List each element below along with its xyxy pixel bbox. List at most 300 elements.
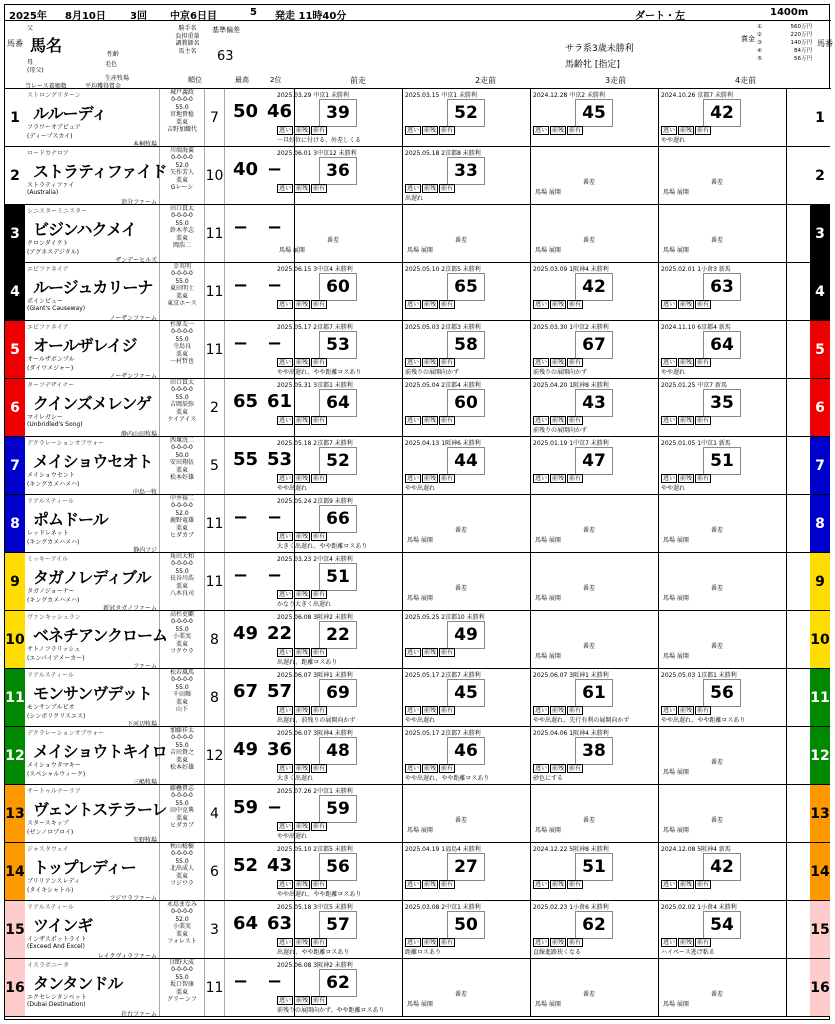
race-note: やや遅れ (661, 369, 686, 376)
race-title: 2025.03.09 1阪神4 未勝利 (533, 266, 609, 273)
race-index: 42 (703, 99, 741, 127)
race-tag: 前残 (296, 823, 309, 830)
empty-label: 番差 (455, 237, 468, 244)
horse-name: タンタンドル (33, 974, 123, 993)
race-tags (661, 473, 712, 482)
race-tag: 前残 (296, 359, 309, 366)
race-tag: 逃い (279, 997, 292, 1004)
race-tags (661, 879, 712, 888)
race-tag: 前残 (424, 765, 437, 772)
horse-row (25, 727, 810, 785)
empty-label: 馬場 展開 (535, 595, 561, 602)
race-index: 62 (319, 969, 357, 997)
race-tag: 前残 (552, 707, 565, 714)
race-cell-2 (403, 147, 531, 204)
empty-label: 番差 (711, 179, 724, 186)
prev3-label: 3走前 (605, 76, 627, 85)
race-note: 直線進路狭くなる (533, 949, 582, 956)
race-cell-2 (403, 669, 531, 726)
second-index: − (267, 507, 283, 528)
horse-row (25, 611, 810, 669)
damsire-name: (ゼンノロブロイ) (27, 829, 74, 836)
race-tag: 前残 (296, 127, 309, 134)
race-tag: 逃い (407, 301, 420, 308)
dam-name: サトノフラリッシュ (27, 646, 81, 653)
jockey-name: 杉原友一 (169, 321, 194, 328)
race-tag: 逃い (535, 939, 548, 946)
jockey-block (160, 901, 205, 958)
race-note: 大きく出遅れ、やや距離ロスあり (277, 543, 368, 550)
race-note: 砂色にする (533, 775, 564, 782)
trainer-label: 調教師名 (175, 40, 200, 47)
owner-name: 八木良司 (169, 590, 194, 598)
race-tag: 前残 (424, 127, 437, 134)
horse-info (25, 901, 160, 958)
prize-label: 賞金 (741, 35, 755, 43)
horse-name: ストラティファイド (33, 162, 167, 181)
race-tag: 前残 (680, 301, 693, 308)
race-tag: 逃い (663, 707, 676, 714)
second-index: − (267, 217, 283, 238)
horse-name: オールザレイジ (33, 336, 137, 355)
race-cell-1 (275, 727, 403, 784)
jockey-block (160, 147, 205, 204)
race-tag: 前有 (569, 765, 582, 772)
race-sheet (4, 4, 833, 1020)
column-header (5, 21, 831, 89)
record: 0-0-0-0 (171, 154, 193, 162)
race-index: 36 (319, 157, 357, 185)
second-index: 36 (267, 739, 293, 760)
race-tags (277, 183, 328, 192)
umaban-right: 11 (810, 669, 830, 727)
stable: 栗東 (175, 292, 188, 300)
empty-label: 番差 (711, 759, 724, 766)
horse-row (25, 89, 810, 147)
race-tag: 前有 (697, 939, 710, 946)
owner-name: ヒダカブ (169, 822, 194, 830)
horse-row (25, 901, 810, 959)
race-number: 5 (250, 7, 257, 18)
race-index: 56 (703, 679, 741, 707)
race-title: 2025.03.15 中京1 未勝利 (405, 92, 477, 99)
horse-row (25, 321, 810, 379)
second-index: − (267, 333, 283, 354)
race-cell-3 (531, 959, 659, 1016)
umaban-label-right: 馬番 (817, 39, 833, 48)
race-cell-2 (403, 205, 531, 262)
race-tag: 前有 (569, 301, 582, 308)
race-tags (533, 473, 584, 482)
race-tags (533, 415, 584, 424)
owner-name: 松本好雄 (169, 474, 194, 482)
race-tag: 前残 (296, 475, 309, 482)
horse-name: タガノレディブル (33, 568, 151, 587)
horse-info (25, 147, 167, 206)
rank-value: 8 (205, 669, 225, 726)
prize-list (757, 23, 812, 63)
best-index: 49 (233, 623, 259, 644)
race-note: 前残りの展開向かず、やや距離ロスあり (277, 1007, 385, 1014)
jockey-name: 幸英明 (172, 263, 191, 270)
weight: 55.0 (175, 393, 189, 401)
race-cell-2 (403, 89, 531, 146)
prize-amount: 560万円 (790, 24, 812, 30)
breeder-name: 静内山田牧場 (120, 431, 157, 438)
dam-name: スタースキップ (27, 820, 69, 827)
record: 0-0-0-0 (171, 792, 193, 800)
race-cell-2 (403, 263, 531, 320)
pace-label: 当レース着順数 (25, 83, 67, 90)
race-cell-3 (531, 669, 659, 726)
sire-name: エピファネイア (27, 324, 69, 331)
damsire-name: (ディープスカイ) (27, 133, 73, 140)
empty-label: 番差 (711, 643, 724, 650)
race-tags (533, 125, 584, 134)
race-tag: 前残 (296, 997, 309, 1004)
empty-label: 馬場 展開 (663, 827, 689, 834)
horse-info (25, 843, 160, 900)
rank-value: 4 (205, 785, 225, 842)
race-cell-1 (275, 669, 403, 726)
horse-info (25, 263, 160, 320)
round: 3回 (130, 11, 147, 22)
race-tag: 前残 (424, 881, 437, 888)
horse-row (25, 553, 810, 611)
race-tags (405, 299, 456, 308)
race-cell-2 (403, 785, 531, 842)
horse-info (25, 205, 160, 262)
trainer-name: 千田輝 (172, 691, 191, 699)
race-tag: 逃い (279, 359, 292, 366)
race-index: 22 (319, 621, 357, 649)
race-cell-1 (275, 379, 403, 436)
race-index: 64 (319, 389, 357, 417)
race-tag: 前有 (441, 417, 454, 424)
race-tags (277, 879, 328, 888)
breeder-name: ノーザンファーム (109, 373, 157, 380)
race-note: 出遅れ、前残りの展開向かず (277, 717, 356, 724)
race-tag: 逃い (407, 127, 420, 134)
prize-item (757, 31, 812, 39)
jockey-block (160, 205, 205, 262)
record: 0-0-0-0 (171, 212, 193, 220)
race-title: 2024.10.26 京都7 未勝利 (661, 92, 733, 99)
race-cell-2 (403, 437, 531, 494)
trainer-name: 鹿野竜雄 (169, 517, 194, 525)
horse-row (25, 785, 810, 843)
breeder-name: ノーザンファーム (109, 315, 157, 322)
second-index: 63 (267, 913, 293, 934)
umaban-left: 1 (5, 89, 25, 147)
race-tag: 前有 (697, 301, 710, 308)
empty-label: 馬場 展開 (535, 189, 561, 196)
race-tag: 前有 (697, 127, 710, 134)
umaban-right: 5 (810, 321, 830, 379)
race-cell-1 (275, 321, 403, 378)
horse-name: トップレディー (33, 858, 136, 877)
race-index: 49 (447, 621, 485, 649)
weight: 55.0 (175, 567, 189, 575)
race-tag: 前有 (441, 127, 454, 134)
race-tag: 逃い (407, 185, 420, 192)
breeder-name: フジワラファーム (109, 895, 157, 902)
race-tag: 前有 (313, 533, 326, 540)
race-index: 59 (319, 795, 357, 823)
umaban-right: 15 (810, 901, 830, 959)
umaban-left: 11 (5, 669, 25, 727)
trainer-name: 長谷川浩 (169, 575, 194, 583)
race-tag: 逃い (407, 881, 420, 888)
race-cell-4 (659, 147, 787, 204)
race-tags (405, 879, 456, 888)
race-cell-2 (403, 959, 531, 1016)
damsire-name: (Exceed And Excel) (27, 943, 85, 950)
weight: 55.0 (175, 219, 189, 227)
race-tag: 前残 (424, 185, 437, 192)
rank-value: 11 (205, 205, 225, 262)
race-tag: 逃い (663, 301, 676, 308)
race-tag: 前残 (424, 939, 437, 946)
umaban-left: 9 (5, 553, 25, 611)
race-tags (533, 879, 584, 888)
race-title: 2025.06.07 3阪神1 未勝利 (277, 672, 353, 679)
race-title: 2025.05.03 2京都3 未勝利 (405, 324, 481, 331)
weight: 52.0 (175, 161, 189, 169)
best-index: − (233, 507, 249, 528)
race-title: 2025.06.07 3阪神1 未勝利 (533, 672, 609, 679)
race-tag: 前残 (424, 417, 437, 424)
race-note: 大きく出遅れ (277, 775, 314, 782)
race-note: 一旦好位に付ける、外差しくる (277, 137, 362, 144)
prize-rank: ③ (757, 40, 762, 46)
race-cell-3 (531, 901, 659, 958)
second-index: − (267, 971, 283, 992)
race-title: 2025.07.26 2中京1 未勝利 (277, 788, 353, 795)
dam-name: マイレガシー (27, 414, 63, 421)
race-index: 38 (575, 737, 613, 765)
race-tag: 前有 (313, 127, 326, 134)
race-tag: 前有 (569, 475, 582, 482)
prize-item (757, 55, 812, 63)
race-tag: 逃い (279, 881, 292, 888)
race-tag: 逃い (663, 881, 676, 888)
race-title: 2025.06.08 3阪神2 未勝利 (277, 962, 353, 969)
race-title: 2025.05.18 3中京5 未勝利 (277, 904, 353, 911)
race-tag: 逃い (407, 359, 420, 366)
year: 2025年 (9, 11, 47, 22)
race-title: 2025.06.15 3中京4 未勝利 (277, 266, 353, 273)
race-tag: 前残 (296, 301, 309, 308)
race-note: やや遅れ (661, 485, 686, 492)
race-index: 47 (575, 447, 613, 475)
race-index: 51 (575, 853, 613, 881)
umaban-right: 6 (810, 379, 830, 437)
stable: 栗東 (175, 756, 188, 764)
best-index: 52 (233, 855, 259, 876)
umaban-left: 5 (5, 321, 25, 379)
race-cell-1 (275, 901, 403, 958)
race-cell-2 (403, 321, 531, 378)
race-cell-3 (531, 205, 659, 262)
race-index: 42 (575, 273, 613, 301)
jockey-block (160, 89, 205, 146)
race-tag: 前有 (313, 417, 326, 424)
empty-label: 馬場 展開 (407, 247, 433, 254)
sire-name: サートゥルナーリア (27, 788, 81, 795)
horse-row (25, 205, 810, 263)
race-tag: 逃い (279, 185, 292, 192)
owner-name: 東京ホース (167, 300, 197, 308)
race-index: 52 (319, 447, 357, 475)
record: 0-0-0-0 (171, 560, 193, 568)
umaban-left: 3 (5, 205, 25, 263)
race-tag: 逃い (407, 649, 420, 656)
trainer-name: 小栗実 (172, 633, 191, 641)
damsire-name: (Dubai Destination) (27, 1001, 86, 1008)
umaban-label: 馬番 (7, 39, 23, 48)
rank-value: 8 (205, 611, 225, 668)
race-cell-3 (531, 495, 659, 552)
empty-label: 馬場 展開 (535, 247, 561, 254)
empty-label: 馬場 展開 (407, 595, 433, 602)
race-tag: 前残 (296, 881, 309, 888)
umaban-right: 3 (810, 205, 830, 263)
race-tag: 前有 (441, 707, 454, 714)
race-index: 52 (447, 99, 485, 127)
trainer-name: 坂口智康 (169, 981, 194, 989)
race-tag: 前有 (569, 359, 582, 366)
stable: 栗東 (175, 524, 188, 532)
race-note: やや出遅れ (277, 485, 308, 492)
breeder-name: ザンデーヒルズ (115, 257, 157, 264)
stable: 栗東 (175, 350, 188, 358)
jockey-name: 田口貫太 (169, 205, 194, 212)
race-tag: 逃い (535, 301, 548, 308)
race-cell-3 (531, 553, 659, 610)
record: 0-0-0-0 (171, 502, 193, 510)
empty-label: 番差 (327, 237, 340, 244)
dam-name: レッドレネット (27, 530, 69, 537)
race-tag: 前有 (313, 591, 326, 598)
race-tag: 逃い (279, 591, 292, 598)
empty-label: 番差 (583, 237, 596, 244)
race-index: 62 (575, 911, 613, 939)
race-index: 60 (319, 273, 357, 301)
best-index: − (233, 217, 249, 238)
record: 0-0-0-0 (171, 386, 193, 394)
empty-label: 馬場 展開 (663, 653, 689, 660)
race-index: 35 (703, 389, 741, 417)
race-tag: 前有 (313, 185, 326, 192)
empty-label: 番差 (455, 527, 468, 534)
race-tag: 前有 (441, 765, 454, 772)
empty-label: 馬場 展開 (535, 827, 561, 834)
race-note: やや出遅れ、やや距離ロスあり (405, 775, 490, 782)
second-index: − (267, 565, 283, 586)
keiro-label: 毛色 (105, 61, 118, 68)
empty-label: 馬場 展開 (535, 1001, 561, 1008)
race-tag: 前残 (424, 707, 437, 714)
race-title: 2025.05.18 2京都7 未勝利 (277, 440, 353, 447)
race-index: 54 (703, 911, 741, 939)
empty-label: 番差 (583, 643, 596, 650)
jockey-block (160, 669, 205, 726)
race-tag: 前残 (680, 881, 693, 888)
race-tag: 前有 (441, 185, 454, 192)
race-title: 2025.04.20 1阪神8 未勝利 (533, 382, 609, 389)
race-tag: 逃い (279, 417, 292, 424)
owner-name: 山下 (175, 706, 188, 714)
race-title: 2025.04.19 1福島4 未勝利 (405, 846, 481, 853)
horse-info (25, 437, 160, 494)
race-index: 53 (319, 331, 357, 359)
race-tag: 前有 (569, 939, 582, 946)
race-tag: 逃い (279, 127, 292, 134)
race-tag: 逃い (407, 475, 420, 482)
venue: 中京6日目 (170, 11, 217, 22)
empty-label: 番差 (455, 585, 468, 592)
empty-label: 番差 (583, 527, 596, 534)
race-tags (405, 125, 456, 134)
rank-label: 順位 (188, 76, 202, 84)
race-tag: 逃い (535, 127, 548, 134)
race-cell-2 (403, 379, 531, 436)
empty-label: 番差 (583, 991, 596, 998)
trainer-name: 寺島良 (172, 343, 191, 351)
race-cell-3 (531, 89, 659, 146)
race-index: 65 (447, 273, 485, 301)
damsire-name: (キングカメハメハ) (27, 597, 80, 604)
dam-name: メイショウタマキー (27, 762, 81, 769)
race-index: 67 (575, 331, 613, 359)
race-cell-4 (659, 89, 787, 146)
best-index: 65 (233, 391, 259, 412)
breeder-name: 追分ファーム (121, 199, 157, 206)
race-tag: 前有 (313, 997, 326, 1004)
record: 0-0-0-0 (171, 270, 193, 278)
jockey-name: 城戸義政 (169, 89, 194, 96)
second-label: 2位 (270, 76, 282, 84)
breeder-name: 下河辺牧場 (126, 721, 157, 728)
race-tag: 逃い (407, 707, 420, 714)
race-note: 出遅れ、距離ロスあり (277, 659, 338, 666)
empty-label: 番差 (583, 817, 596, 824)
race-tag: 前有 (569, 127, 582, 134)
sire-name: ターフデザイナー (27, 382, 75, 389)
race-cell-2 (403, 727, 531, 784)
umaban-left: 14 (5, 843, 25, 901)
race-note: 前残りの展開向かず (533, 369, 588, 376)
race-cell-3 (531, 437, 659, 494)
horse-row (25, 147, 810, 205)
horse-row (25, 669, 810, 727)
race-cell-1 (275, 843, 403, 900)
race-tag: 前有 (697, 475, 710, 482)
horse-row (25, 843, 810, 901)
race-title: 2025.04.06 1阪神4 未勝利 (533, 730, 609, 737)
empty-label: 馬場 展開 (535, 653, 561, 660)
race-cell-4 (659, 495, 787, 552)
race-tags (405, 183, 456, 192)
sire-name: ヴァンキッシュラン (27, 614, 81, 621)
sire-name: ミッキーアイル (27, 556, 69, 563)
race-title: 2025.01.19 1中京7 未勝利 (533, 440, 609, 447)
race-tag: 逃い (279, 301, 292, 308)
race-tags (277, 763, 328, 772)
owner-name: グリーンフ (167, 996, 197, 1004)
breeder-name: 矢野牧場 (132, 837, 157, 844)
